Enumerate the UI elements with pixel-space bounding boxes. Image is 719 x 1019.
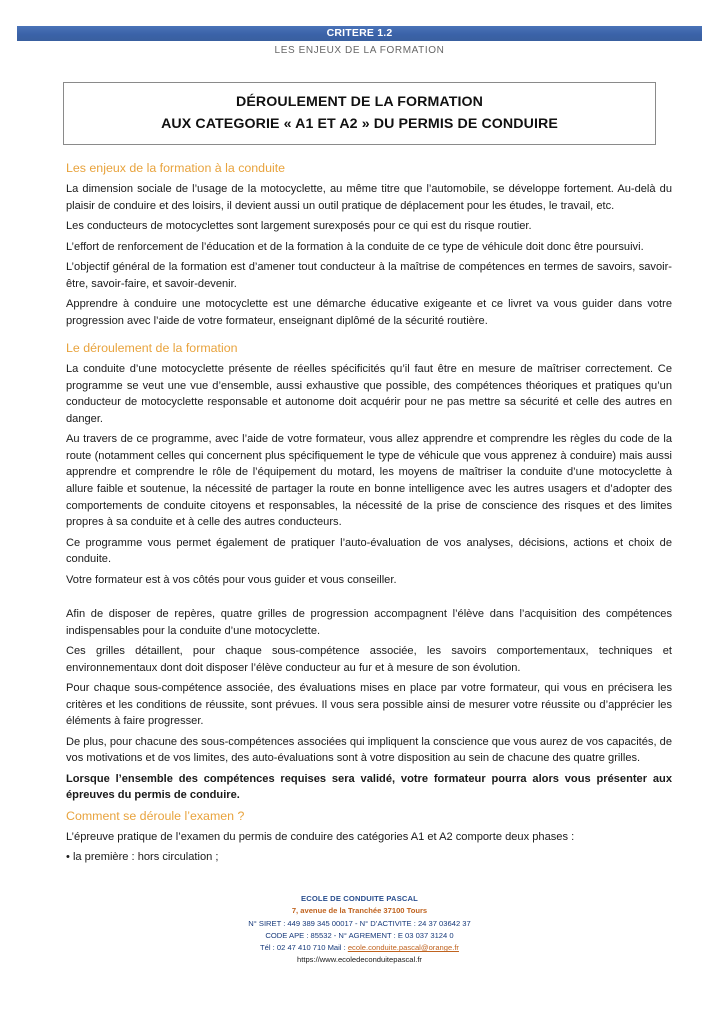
document-title-box bbox=[63, 82, 656, 145]
paragraph-s2-5: Afin de disposer de repères, quatre grilles de progression accompagnent l’élève dans l’acquisition des compétences indispensables pour la conduite d’une motocyclette. bbox=[66, 608, 672, 637]
criterion-subtitle: LES ENJEUX DE LA FORMATION bbox=[274, 45, 445, 56]
footer-ape: CODE APE : 85532 - N° AGREMENT : E 03 037 3124 0 bbox=[265, 930, 454, 940]
criterion-banner: CRITERE 1.2 bbox=[17, 26, 702, 41]
paragraph-s2-4: Votre formateur est à vos côtés pour vous guider et vous conseiller. bbox=[66, 573, 397, 586]
paragraph-s1-1: La dimension sociale de l’usage de la motocyclette, au même titre que l’automobile, se développe fortement. Au-delà du plaisir de conduire et des loisirs, il devient aussi un outil pratique de déplacement pour les études, le travail, etc. bbox=[66, 183, 672, 212]
footer-siret: N° SIRET : 449 389 345 00017 - N° D’ACTIVITE : 24 37 03642 37 bbox=[248, 918, 471, 928]
spacer-1 bbox=[66, 333, 672, 338]
document-body bbox=[66, 160, 672, 870]
paragraph-s1-4: L’objectif général de la formation est d’amener tout conducteur à la maîtrise de compétences en termes de savoirs, savoir-être, savoir-faire, et savoir-devenir. bbox=[66, 261, 672, 290]
footer-email-link[interactable]: ecole.conduite.pascal@orange.fr bbox=[347, 943, 459, 953]
page-title-line-1: DÉROULEMENT DE LA FORMATION bbox=[235, 94, 484, 110]
paragraph-s1-5: Apprendre à conduire une motocyclette est une démarche éducative exigeante et ce livret va vous guider dans votre progression avec l’aide de votre formateur, enseignant diplômé de la sécurité routière. bbox=[66, 298, 672, 327]
footer-address: 7, avenue de la Tranchée 37100 Tours bbox=[291, 906, 428, 916]
paragraph-s2-9: Lorsque l’ensemble des compétences requises sera validé, votre formateur pourra alors vous présenter aux épreuves du permis de conduire. bbox=[66, 772, 672, 802]
paragraph-s1-2: Les conducteurs de motocyclettes sont largement surexposés pour ce qui est du risque routier. bbox=[66, 220, 532, 233]
paragraph-s2-3: Ce programme vous permet également de pratiquer l’auto-évaluation de vos analyses, décisions, actions et choix de conduite. bbox=[66, 536, 672, 566]
footer-tel: Tél : 02 47 410 710 Mail : bbox=[260, 943, 348, 953]
paragraph-s2-7: Pour chaque sous-compétence associée, des évaluations mises en place par votre formateur, qui vous en précisera les critères et les conditions de réussite, sont prévues. Il vous sera possible ainsi de mesurer votre réussite ou d’apprécier les éléments à faire progresser. bbox=[66, 682, 672, 728]
section-heading-deroulement: Le déroulement de la formation bbox=[66, 341, 238, 356]
page-title-line-2: AUX CATEGORIE « A1 ET A2 » DU PERMIS DE CONDUIRE bbox=[161, 116, 558, 132]
paragraph-s1-3: L’effort de renforcement de l’éducation et de la formation à la conduite de ce type de véhicule doit donc être poursuivi. bbox=[66, 240, 644, 253]
section-heading-enjeux: Les enjeux de la formation à la conduite bbox=[66, 161, 286, 175]
paragraph-s2-8: De plus, pour chacune des sous-compétences associées qui impliquent la conscience que vous aurez de vos capacités, de vos motivations et de vos limites, des auto-évaluations sont à votre disposition au sein de chacune des quatre grilles. bbox=[66, 735, 672, 765]
header-banner-wrap bbox=[17, 26, 702, 56]
paragraph-s3-1: L’épreuve pratique de l’examen du permis de conduire des catégories A1 et A2 comporte deux phases : bbox=[66, 830, 575, 843]
footer-school-name: ECOLE DE CONDUITE PASCAL bbox=[301, 894, 418, 903]
paragraph-s2-1: La conduite d’une motocyclette présente de réelles spécificités qu’il faut être en mesure de maîtriser correctement. Ce programme se veut une vue d’ensemble, aussi exhaustive que possible, des compétences théoriques et pratiques qu’un conducteur de motocyclette responsable et autonome doit acquérir pour ne pas mettre sa sécurité et celle des autres en danger. bbox=[66, 363, 672, 425]
paragraph-s2-2: Au travers de ce programme, avec l’aide de votre formateur, vous allez apprendre et comprendre les règles du code de la route (notamment celles qui concernent plus spécifiquement le type de véhicule que vous apprenez à conduire) mais aussi apprendre et comprendre le rôle de l’équipement du motard, les moyens de maîtriser la conduite d’une motocyclette à allure faible et soutenue, la nécessité de partager la route en bonne intelligence avec les autres usagers et d’adopter des comportements de conduite citoyens et responsables, la nécessité de la prise de conscience des risques et des limites propres à sa conduite et à celle des autres conducteurs. bbox=[66, 433, 672, 529]
paragraph-s2-6: Ces grilles détaillent, pour chaque sous-compétence associée, les savoirs comportementaux, techniques et environnementaux dont doit disposer l’élève conducteur au fur et à mesure de son évolution. bbox=[66, 645, 672, 674]
document-footer bbox=[0, 893, 719, 967]
spacer-2 bbox=[66, 592, 672, 606]
footer-website: https://www.ecoledeconduitepascal.fr bbox=[297, 955, 422, 965]
section-heading-examen: Comment se déroule l’examen ? bbox=[66, 808, 245, 823]
paragraph-s3-2: • la première : hors circulation ; bbox=[66, 851, 219, 864]
footer-contact-line bbox=[0, 942, 719, 954]
